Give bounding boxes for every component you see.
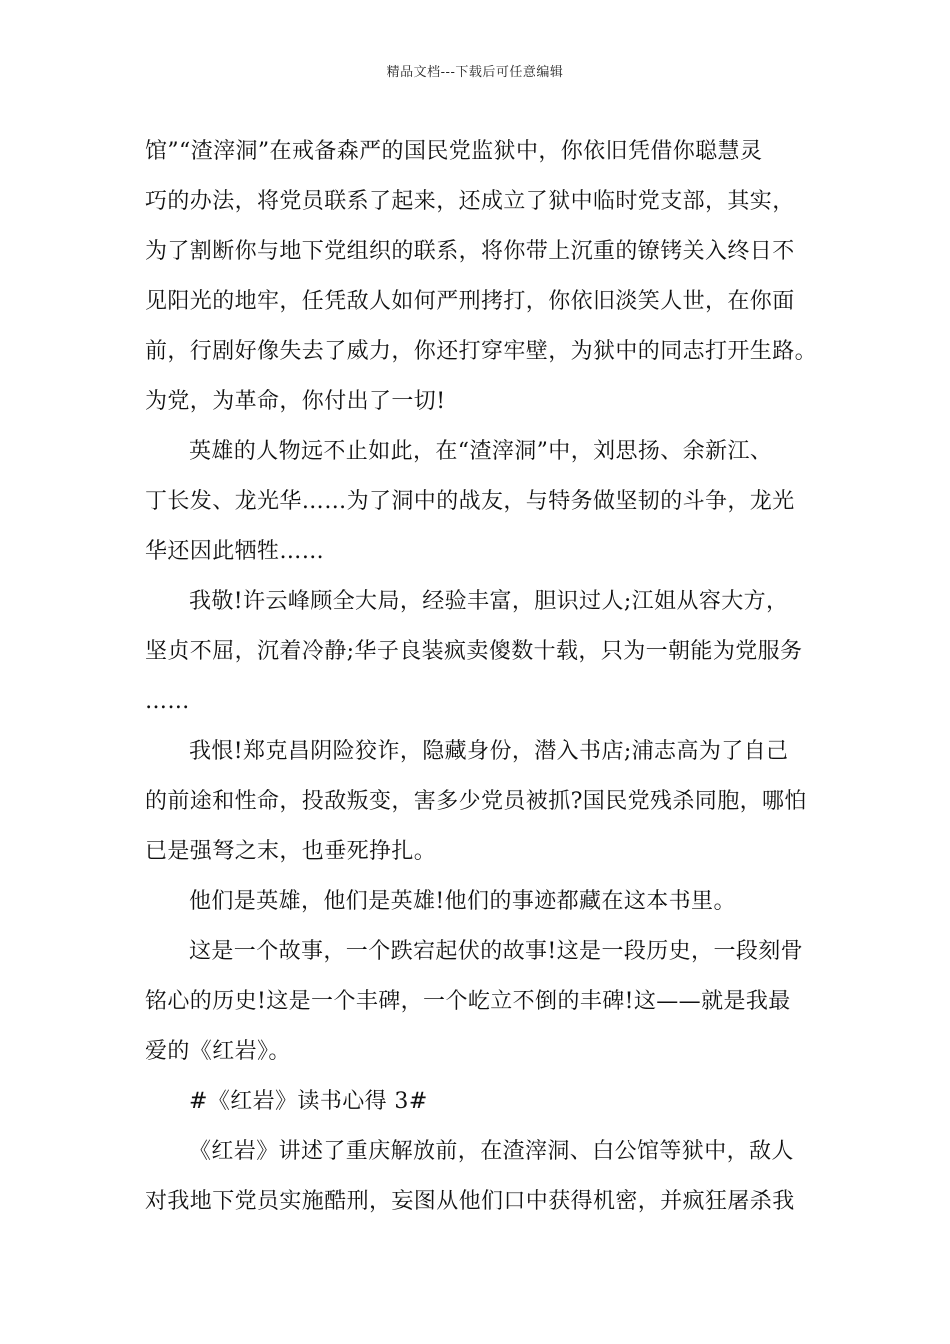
- section-heading: #《红岩》读书心得 3#: [189, 1089, 428, 1114]
- text-line: 的前途和性命，投敌叛变，害多少党员被抓?国民党残杀同胞，哪怕: [145, 789, 807, 814]
- body-text: [145, 127, 825, 1227]
- text-line: 华还因此牺牲……: [145, 539, 325, 564]
- text-line: ……: [145, 689, 190, 714]
- text-line: 前，行剧好像失去了威力，你还打穿牢壁，为狱中的同志打开生路。: [145, 339, 818, 364]
- text-line: 他们是英雄，他们是英雄!他们的事迹都藏在这本书里。: [189, 889, 736, 914]
- page-header: 精品文档---下载后可任意编辑: [386, 65, 564, 80]
- text-line: 馆”“渣滓洞”在戒备森严的国民党监狱中，你依旧凭借你聪慧灵: [145, 139, 763, 164]
- text-line: 我恨!郑克昌阴险狡诈，隐藏身份，潜入书店;浦志高为了自己: [189, 739, 789, 764]
- text-line: 巧的办法，将党员联系了起来，还成立了狱中临时党支部，其实，: [145, 189, 795, 214]
- text-line: 对我地下党员实施酷刑，妄图从他们口中获得机密，并疯狂屠杀我: [145, 1189, 795, 1214]
- text-line: 见阳光的地牢，任凭敌人如何严刑拷打，你依旧淡笑人世，在你面: [145, 289, 795, 314]
- text-line: 丁长发、龙光华……为了洞中的战友，与特务做坚韧的斗争，龙光: [145, 489, 795, 514]
- text-line: 为了割断你与地下党组织的联系，将你带上沉重的镣铐关入终日不: [145, 239, 795, 264]
- text-line: 英雄的人物远不止如此，在“渣滓洞”中，刘思扬、余新江、: [189, 439, 773, 464]
- text-line: 铭心的历史!这是一个丰碑，一个屹立不倒的丰碑!这——就是我最: [145, 989, 791, 1014]
- text-line: 《红岩》讲述了重庆解放前，在渣滓洞、白公馆等狱中，敌人: [189, 1139, 794, 1164]
- text-line: 爱的《红岩》。: [145, 1039, 291, 1064]
- text-line: 已是强弩之末，也垂死挣扎。: [145, 839, 437, 864]
- text-line: 我敬!许云峰顾全大局，经验丰富，胆识过人;江姐从容大方，: [189, 589, 789, 614]
- text-line: 坚贞不屈，沉着冷静;华子良装疯卖傻数十载，只为一朝能为党服务: [145, 639, 803, 664]
- text-line: 这是一个故事，一个跌宕起伏的故事!这是一段历史，一段刻骨: [189, 939, 804, 964]
- text-line: 为党，为革命，你付出了一切!: [145, 389, 446, 414]
